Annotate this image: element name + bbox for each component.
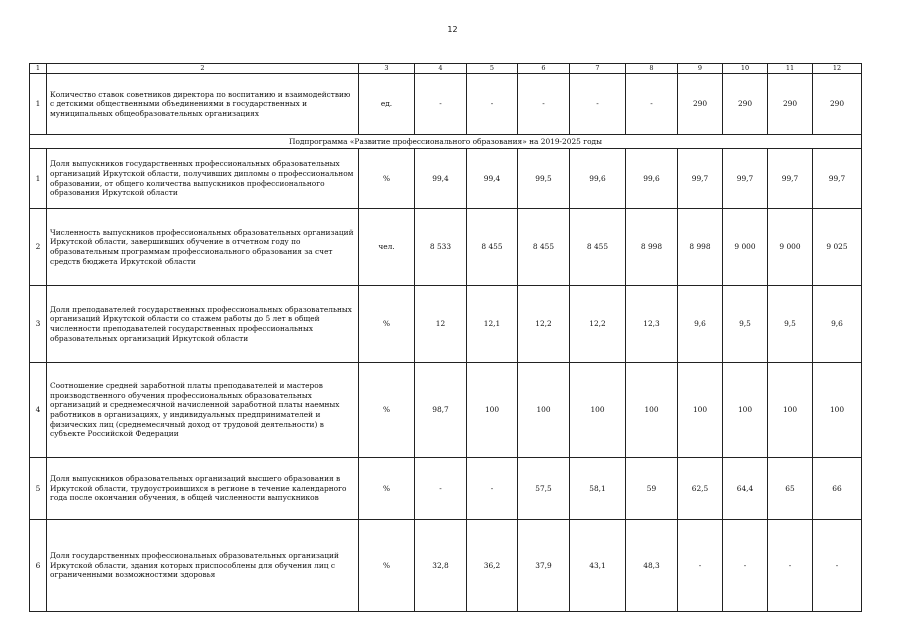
value-cell: 99,4 bbox=[415, 149, 467, 209]
value-cell: 8 455 bbox=[467, 209, 518, 286]
value-cell: 99,7 bbox=[723, 149, 768, 209]
value-cell: 290 bbox=[813, 74, 862, 135]
value-cell: 36,2 bbox=[467, 520, 518, 612]
value-cell: 64,4 bbox=[723, 458, 768, 520]
value-cell: - bbox=[570, 74, 626, 135]
row-number: 1 bbox=[30, 74, 47, 135]
value-cell: 100 bbox=[813, 363, 862, 458]
column-header: 8 bbox=[626, 64, 678, 74]
column-header: 4 bbox=[415, 64, 467, 74]
unit-cell: чел. bbox=[359, 209, 415, 286]
value-cell: - bbox=[518, 74, 570, 135]
column-header: 11 bbox=[768, 64, 813, 74]
value-cell: 8 455 bbox=[570, 209, 626, 286]
value-cell: 99,7 bbox=[813, 149, 862, 209]
indicator-description: Доля преподавателей государственных профессиональных образовательных организаций Иркутской области со стажем работы до 5 лет в общей численности преподавателей государственных профессиональных образовательных организаций Иркутской области bbox=[47, 286, 359, 363]
column-header: 6 bbox=[518, 64, 570, 74]
value-cell: 12,2 bbox=[570, 286, 626, 363]
value-cell: - bbox=[723, 520, 768, 612]
value-cell: 8 998 bbox=[678, 209, 723, 286]
value-cell: 12,2 bbox=[518, 286, 570, 363]
value-cell: 100 bbox=[626, 363, 678, 458]
value-cell: 100 bbox=[570, 363, 626, 458]
page-number: 12 bbox=[447, 25, 458, 34]
value-cell: 43,1 bbox=[570, 520, 626, 612]
value-cell: 99,5 bbox=[518, 149, 570, 209]
unit-cell: % bbox=[359, 458, 415, 520]
value-cell: 9 000 bbox=[768, 209, 813, 286]
value-cell: 290 bbox=[678, 74, 723, 135]
value-cell: 62,5 bbox=[678, 458, 723, 520]
subprogram-title: Подпрограмма «Развитие профессионального образования» на 2019-2025 годы bbox=[30, 135, 862, 149]
subprogram-row bbox=[30, 135, 862, 149]
row-number: 1 bbox=[30, 149, 47, 209]
value-cell: - bbox=[813, 520, 862, 612]
value-cell: 12,1 bbox=[467, 286, 518, 363]
value-cell: 100 bbox=[678, 363, 723, 458]
unit-cell: % bbox=[359, 149, 415, 209]
value-cell: 59 bbox=[626, 458, 678, 520]
value-cell: 65 bbox=[768, 458, 813, 520]
indicator-description: Численность выпускников профессиональных образовательных организаций Иркутской области, завершивших обучение в отчетном году по образовательным программам профессионального образования за счет средств бюджета Иркутской области bbox=[47, 209, 359, 286]
value-cell: 100 bbox=[467, 363, 518, 458]
column-header: 12 bbox=[813, 64, 862, 74]
value-cell: 9,6 bbox=[678, 286, 723, 363]
table-row bbox=[30, 363, 862, 458]
unit-cell: ед. bbox=[359, 74, 415, 135]
value-cell: 32,8 bbox=[415, 520, 467, 612]
value-cell: 290 bbox=[723, 74, 768, 135]
column-header: 5 bbox=[467, 64, 518, 74]
table-row bbox=[30, 458, 862, 520]
value-cell: - bbox=[768, 520, 813, 612]
value-cell: - bbox=[626, 74, 678, 135]
value-cell: 99,6 bbox=[570, 149, 626, 209]
column-header: 10 bbox=[723, 64, 768, 74]
value-cell: 100 bbox=[768, 363, 813, 458]
value-cell: 99,7 bbox=[768, 149, 813, 209]
value-cell: 8 998 bbox=[626, 209, 678, 286]
column-header: 7 bbox=[570, 64, 626, 74]
value-cell: 12 bbox=[415, 286, 467, 363]
value-cell: - bbox=[678, 520, 723, 612]
indicators-table bbox=[29, 63, 862, 612]
indicator-description: Доля выпускников государственных профессиональных образовательных организаций Иркутской области, получивших дипломы о профессиональном образовании, от общего количества выпускников профессионального образования Иркутской области bbox=[47, 149, 359, 209]
value-cell: - bbox=[415, 458, 467, 520]
value-cell: 66 bbox=[813, 458, 862, 520]
value-cell: 37,9 bbox=[518, 520, 570, 612]
indicator-description: Количество ставок советников директора по воспитанию и взаимодействию с детскими общественными объединениями в государственных и муниципальных общеобразовательных организациях bbox=[47, 74, 359, 135]
column-header: 9 bbox=[678, 64, 723, 74]
unit-cell: % bbox=[359, 286, 415, 363]
value-cell: - bbox=[467, 74, 518, 135]
column-header: 2 bbox=[47, 64, 359, 74]
table-row bbox=[30, 149, 862, 209]
value-cell: 9,5 bbox=[768, 286, 813, 363]
value-cell: 12,3 bbox=[626, 286, 678, 363]
table-row bbox=[30, 520, 862, 612]
value-cell: - bbox=[467, 458, 518, 520]
value-cell: 48,3 bbox=[626, 520, 678, 612]
value-cell: 98,7 bbox=[415, 363, 467, 458]
column-header: 1 bbox=[30, 64, 47, 74]
unit-cell: % bbox=[359, 520, 415, 612]
value-cell: 100 bbox=[723, 363, 768, 458]
row-number: 5 bbox=[30, 458, 47, 520]
column-header: 3 bbox=[359, 64, 415, 74]
row-number: 2 bbox=[30, 209, 47, 286]
value-cell: 57,5 bbox=[518, 458, 570, 520]
value-cell: 100 bbox=[518, 363, 570, 458]
row-number: 6 bbox=[30, 520, 47, 612]
indicator-description: Соотношение средней заработной платы преподавателей и мастеров производственного обучения профессиональных образовательных организаций и среднемесячной начисленной заработной платы наемных работников в организациях, у индивидуальных предпринимателей и физических лиц (среднемесячный доход от трудовой деятельности) в субъекте Российской Федерации bbox=[47, 363, 359, 458]
value-cell: - bbox=[415, 74, 467, 135]
row-number: 4 bbox=[30, 363, 47, 458]
value-cell: 99,4 bbox=[467, 149, 518, 209]
value-cell: 99,7 bbox=[678, 149, 723, 209]
table-row bbox=[30, 286, 862, 363]
unit-cell: % bbox=[359, 363, 415, 458]
value-cell: 99,6 bbox=[626, 149, 678, 209]
value-cell: 9,6 bbox=[813, 286, 862, 363]
indicator-description: Доля государственных профессиональных образовательных организаций Иркутской области, здания которых приспособлены для обучения лиц с ограниченными возможностями здоровья bbox=[47, 520, 359, 612]
value-cell: 9 000 bbox=[723, 209, 768, 286]
value-cell: 9,5 bbox=[723, 286, 768, 363]
indicator-description: Доля выпускников образовательных организаций высшего образования в Иркутской области, трудоустроившихся в регионе в течение календарного года после окончания обучения, в общей численности выпускников bbox=[47, 458, 359, 520]
table-row bbox=[30, 74, 862, 135]
value-cell: 9 025 bbox=[813, 209, 862, 286]
table-row bbox=[30, 209, 862, 286]
value-cell: 8 533 bbox=[415, 209, 467, 286]
column-number-row bbox=[30, 64, 862, 74]
value-cell: 8 455 bbox=[518, 209, 570, 286]
value-cell: 290 bbox=[768, 74, 813, 135]
value-cell: 58,1 bbox=[570, 458, 626, 520]
row-number: 3 bbox=[30, 286, 47, 363]
